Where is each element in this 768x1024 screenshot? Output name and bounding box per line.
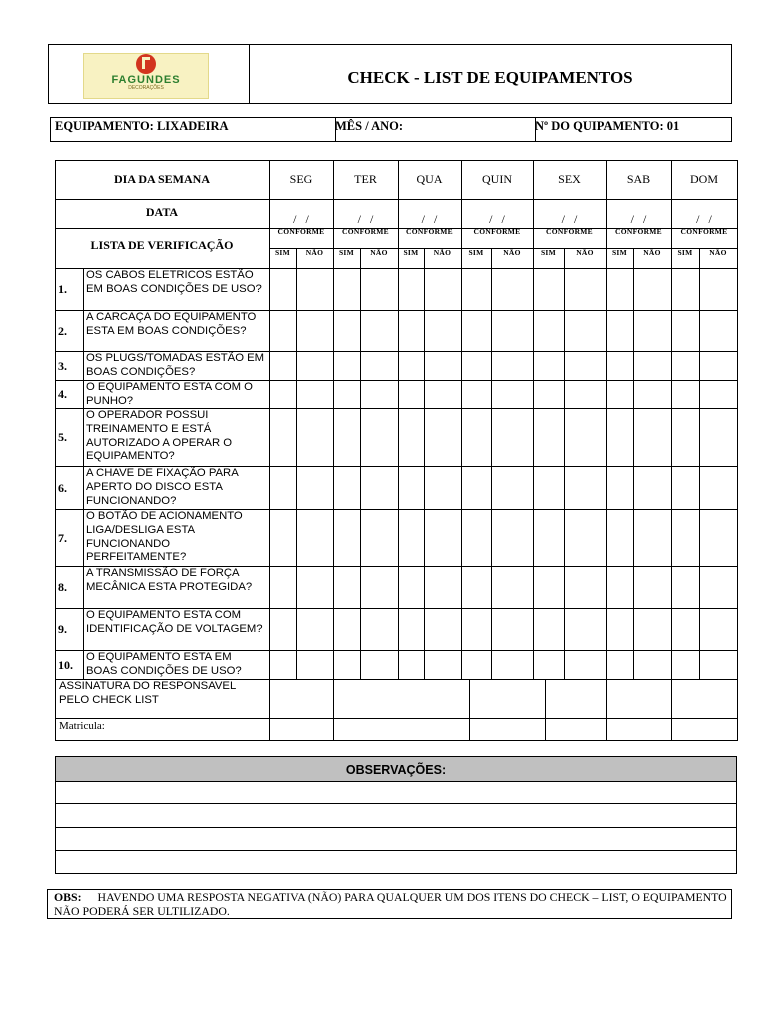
sim-checkbox-cell[interactable] — [399, 381, 424, 408]
page-title: CHECK - LIST DE EQUIPAMENTOS — [347, 68, 633, 87]
day-header-quin: QUIN — [482, 172, 512, 186]
sim-checkbox-cell[interactable] — [672, 651, 699, 679]
nao-checkbox-cell[interactable] — [565, 352, 606, 380]
grid-line — [55, 160, 738, 161]
sim-checkbox-cell[interactable] — [270, 352, 296, 380]
nao-label: NÃO — [503, 248, 521, 257]
nao-checkbox-cell[interactable] — [634, 651, 671, 679]
nao-checkbox-cell[interactable] — [361, 609, 398, 650]
item-number: 9. — [58, 622, 67, 636]
weekday-header-label: DIA DA SEMANA — [113, 172, 210, 186]
nao-checkbox-cell[interactable] — [425, 567, 461, 608]
nao-checkbox-cell[interactable] — [634, 609, 671, 650]
sim-checkbox-cell[interactable] — [270, 381, 296, 408]
observations-title: OBSERVAÇÕES: — [56, 757, 736, 782]
sim-checkbox-cell[interactable] — [534, 311, 564, 351]
nao-checkbox-cell[interactable] — [492, 609, 533, 650]
nao-checkbox-cell[interactable] — [492, 467, 533, 509]
sim-checkbox-cell[interactable] — [270, 409, 296, 466]
conforme-label: CONFORME — [546, 227, 593, 236]
nao-label: NÃO — [576, 248, 594, 257]
nao-checkbox-cell[interactable] — [297, 352, 333, 380]
nao-checkbox-cell[interactable] — [700, 510, 737, 566]
nao-checkbox-cell[interactable] — [361, 567, 398, 608]
sim-checkbox-cell[interactable] — [334, 567, 360, 608]
sim-checkbox-cell[interactable] — [534, 269, 564, 310]
nao-checkbox-cell[interactable] — [425, 651, 461, 679]
nao-checkbox-cell[interactable] — [425, 352, 461, 380]
sim-checkbox-cell[interactable] — [607, 381, 633, 408]
item-question: O BOTÃO DE ACIONAMENTO LIGA/DESLIGA ESTA FUNCIONANDO PERFEITAMENTE? — [86, 510, 243, 564]
nao-checkbox-cell[interactable] — [565, 651, 606, 679]
nao-checkbox-cell[interactable] — [565, 567, 606, 608]
nao-checkbox-cell[interactable] — [565, 311, 606, 351]
sim-checkbox-cell[interactable] — [534, 467, 564, 509]
nao-checkbox-cell[interactable] — [425, 269, 461, 310]
nao-checkbox-cell[interactable] — [492, 651, 533, 679]
item-number: 6. — [58, 481, 67, 495]
sim-checkbox-cell[interactable] — [534, 651, 564, 679]
sim-checkbox-cell[interactable] — [534, 352, 564, 380]
nao-checkbox-cell[interactable] — [634, 567, 671, 608]
sim-checkbox-cell[interactable] — [672, 409, 699, 466]
item-number: 5. — [58, 430, 67, 444]
sim-checkbox-cell[interactable] — [462, 409, 491, 466]
sim-checkbox-cell[interactable] — [334, 381, 360, 408]
item-question: A CHAVE DE FIXAÇÃO PARA APERTO DO DISCO ESTA FUNCIONANDO? — [86, 467, 239, 507]
nao-checkbox-cell[interactable] — [361, 510, 398, 566]
sim-checkbox-cell[interactable] — [399, 311, 424, 351]
day-header-ter: TER — [354, 172, 377, 186]
sim-checkbox-cell[interactable] — [607, 510, 633, 566]
nao-checkbox-cell[interactable] — [634, 352, 671, 380]
nao-checkbox-cell[interactable] — [700, 269, 737, 310]
nao-label: NÃO — [643, 248, 661, 257]
sim-checkbox-cell[interactable] — [672, 510, 699, 566]
nao-checkbox-cell[interactable] — [634, 311, 671, 351]
sim-checkbox-cell[interactable] — [607, 651, 633, 679]
checklist-table — [55, 160, 737, 740]
item-number: 3. — [58, 359, 67, 373]
sim-checkbox-cell[interactable] — [334, 467, 360, 509]
sim-checkbox-cell[interactable] — [462, 352, 491, 380]
sim-checkbox-cell[interactable] — [462, 651, 491, 679]
sim-checkbox-cell[interactable] — [534, 510, 564, 566]
nao-checkbox-cell[interactable] — [425, 467, 461, 509]
day-header-seg: SEG — [289, 172, 313, 186]
nao-checkbox-cell[interactable] — [297, 311, 333, 351]
sim-checkbox-cell[interactable] — [399, 352, 424, 380]
nao-checkbox-cell[interactable] — [425, 381, 461, 408]
sim-checkbox-cell[interactable] — [462, 311, 491, 351]
sim-label: SIM — [403, 248, 419, 257]
nao-checkbox-cell[interactable] — [565, 467, 606, 509]
nao-checkbox-cell[interactable] — [565, 269, 606, 310]
observation-line — [56, 827, 736, 828]
logo-cell — [49, 45, 250, 103]
sim-checkbox-cell[interactable] — [534, 609, 564, 650]
sim-checkbox-cell[interactable] — [334, 269, 360, 310]
sim-checkbox-cell[interactable] — [270, 467, 296, 509]
item-question: O EQUIPAMENTO ESTA EM BOAS CONDIÇÕES DE USO? — [86, 651, 242, 677]
item-number: 1. — [58, 282, 67, 296]
sim-checkbox-cell[interactable] — [334, 352, 360, 380]
grid-line — [333, 679, 334, 741]
sim-checkbox-cell[interactable] — [534, 409, 564, 466]
nao-label: NÃO — [709, 248, 727, 257]
signature-label: ASSINATURA DO RESPONSAVEL PELO CHECK LIST — [59, 680, 236, 706]
item-question: OS PLUGS/TOMADAS ESTÃO EM BOAS CONDIÇÕES? — [86, 352, 265, 378]
item-question: A TRANSMISSÃO DE FORÇA MECÂNICA ESTA PROTEGIDA? — [86, 567, 253, 593]
conforme-label: CONFORME — [473, 227, 521, 236]
day-header-qua: QUA — [416, 172, 443, 186]
logo-mark-icon — [136, 54, 156, 74]
day-header-sex: SEX — [558, 172, 581, 186]
item-number: 7. — [58, 531, 67, 545]
sim-checkbox-cell[interactable] — [462, 510, 491, 566]
sim-checkbox-cell[interactable] — [534, 567, 564, 608]
date-input[interactable]: / / — [630, 212, 647, 226]
observation-line — [56, 850, 736, 851]
sim-checkbox-cell[interactable] — [607, 269, 633, 310]
matricula-label: Matricula: — [59, 720, 105, 732]
grid-line — [671, 679, 672, 741]
sim-checkbox-cell[interactable] — [462, 269, 491, 310]
sim-label: SIM — [540, 248, 557, 257]
grid-line — [55, 199, 738, 200]
item-number: 10. — [58, 658, 73, 672]
nao-checkbox-cell[interactable] — [425, 510, 461, 566]
nao-checkbox-cell[interactable] — [634, 409, 671, 466]
sim-checkbox-cell[interactable] — [270, 567, 296, 608]
sim-checkbox-cell[interactable] — [672, 567, 699, 608]
document-header — [48, 44, 732, 104]
sim-checkbox-cell[interactable] — [270, 651, 296, 679]
grid-line — [269, 679, 270, 741]
month-year-field[interactable]: MÊS / ANO: — [331, 118, 536, 141]
checklist-label: LISTA DE VERIFICAÇÃO — [90, 238, 234, 252]
sim-checkbox-cell[interactable] — [270, 510, 296, 566]
nao-checkbox-cell[interactable] — [361, 467, 398, 509]
nao-checkbox-cell[interactable] — [492, 381, 533, 408]
sim-checkbox-cell[interactable] — [672, 311, 699, 351]
nao-checkbox-cell[interactable] — [425, 311, 461, 351]
sim-label: SIM — [468, 248, 484, 257]
item-question: OS CABOS ELETRICOS ESTÃO EM BOAS CONDIÇÕES DE USO? — [86, 269, 262, 295]
sim-checkbox-cell[interactable] — [399, 269, 424, 310]
day-header-dom: DOM — [689, 172, 718, 186]
equipment-name-field[interactable]: EQUIPAMENTO: LIXADEIRA — [51, 118, 336, 141]
observation-line — [56, 803, 736, 804]
sim-checkbox-cell[interactable] — [399, 567, 424, 608]
nao-checkbox-cell[interactable] — [565, 609, 606, 650]
sim-checkbox-cell[interactable] — [399, 510, 424, 566]
date-input[interactable]: / / — [696, 212, 712, 226]
day-header-sab: SAB — [626, 172, 651, 186]
nao-checkbox-cell[interactable] — [297, 510, 333, 566]
item-question: A CARCAÇA DO EQUIPAMENTO ESTA EM BOAS CONDIÇÕES? — [86, 311, 257, 337]
date-input[interactable]: / / — [357, 212, 374, 226]
nao-checkbox-cell[interactable] — [634, 381, 671, 408]
item-number: 4. — [58, 387, 67, 401]
nao-checkbox-cell[interactable] — [492, 567, 533, 608]
sim-checkbox-cell[interactable] — [334, 609, 360, 650]
grid-line — [606, 679, 607, 741]
conforme-label: CONFORME — [277, 227, 325, 236]
nao-checkbox-cell[interactable] — [297, 409, 333, 466]
nao-checkbox-cell[interactable] — [425, 609, 461, 650]
nao-checkbox-cell[interactable] — [492, 269, 533, 310]
nao-checkbox-cell[interactable] — [361, 651, 398, 679]
obs-note-text: HAVENDO UMA RESPOSTA NEGATIVA (NÃO) PARA QUALQUER UM DOS ITENS DO CHECK – LIST, O EQUIPAMENTO NÃO PODERÁ SER ULTILIZADO. — [54, 890, 727, 918]
nao-checkbox-cell[interactable] — [492, 510, 533, 566]
item-question: O EQUIPAMENTO ESTA COM IDENTIFICAÇÃO DE VOLTAGEM? — [86, 609, 263, 635]
sim-checkbox-cell[interactable] — [672, 609, 699, 650]
sim-checkbox-cell[interactable] — [607, 467, 633, 509]
obs-note-label: OBS: — [54, 890, 82, 904]
date-input[interactable]: / / — [489, 212, 505, 226]
nao-checkbox-cell[interactable] — [297, 381, 333, 408]
logo-name: FAGUNDES — [111, 74, 181, 86]
date-input[interactable]: / / — [561, 212, 578, 226]
sim-checkbox-cell[interactable] — [462, 467, 491, 509]
sim-checkbox-cell[interactable] — [534, 381, 564, 408]
sim-checkbox-cell[interactable] — [462, 609, 491, 650]
sim-label: SIM — [274, 248, 291, 257]
date-input[interactable]: / / — [421, 212, 438, 226]
sim-checkbox-cell[interactable] — [607, 409, 633, 466]
nao-label: NÃO — [433, 248, 452, 257]
nao-checkbox-cell[interactable] — [700, 609, 737, 650]
equipment-number-field[interactable]: Nº DO QUIPAMENTO: 01 — [535, 119, 680, 133]
nao-checkbox-cell[interactable] — [700, 381, 737, 408]
grid-line — [55, 718, 738, 719]
nao-checkbox-cell[interactable] — [297, 467, 333, 509]
nao-checkbox-cell[interactable] — [297, 609, 333, 650]
sim-label: SIM — [677, 248, 693, 257]
item-number: 8. — [58, 580, 67, 594]
nao-checkbox-cell[interactable] — [361, 409, 398, 466]
nao-checkbox-cell[interactable] — [361, 381, 398, 408]
nao-checkbox-cell[interactable] — [492, 352, 533, 380]
obs-note — [47, 889, 732, 919]
sim-checkbox-cell[interactable] — [607, 609, 633, 650]
nao-checkbox-cell[interactable] — [361, 352, 398, 380]
sim-label: SIM — [338, 248, 355, 257]
sim-checkbox-cell[interactable] — [399, 651, 424, 679]
nao-checkbox-cell[interactable] — [700, 311, 737, 351]
nao-checkbox-cell[interactable] — [700, 409, 737, 466]
sim-checkbox-cell[interactable] — [334, 409, 360, 466]
sim-checkbox-cell[interactable] — [672, 269, 699, 310]
sim-checkbox-cell[interactable] — [399, 609, 424, 650]
nao-checkbox-cell[interactable] — [565, 381, 606, 408]
nao-checkbox-cell[interactable] — [634, 269, 671, 310]
sim-checkbox-cell[interactable] — [334, 651, 360, 679]
sim-checkbox-cell[interactable] — [462, 381, 491, 408]
nao-checkbox-cell[interactable] — [297, 269, 333, 310]
sim-checkbox-cell[interactable] — [270, 311, 296, 351]
sim-checkbox-cell[interactable] — [399, 409, 424, 466]
nao-checkbox-cell[interactable] — [565, 409, 606, 466]
nao-checkbox-cell[interactable] — [700, 651, 737, 679]
sim-checkbox-cell[interactable] — [334, 510, 360, 566]
nao-checkbox-cell[interactable] — [425, 409, 461, 466]
nao-checkbox-cell[interactable] — [297, 651, 333, 679]
nao-label: NÃO — [305, 248, 324, 257]
nao-checkbox-cell[interactable] — [492, 409, 533, 466]
nao-checkbox-cell[interactable] — [700, 352, 737, 380]
conforme-label: CONFORME — [342, 227, 389, 236]
nao-checkbox-cell[interactable] — [361, 269, 398, 310]
grid-line — [83, 268, 84, 680]
sim-checkbox-cell[interactable] — [607, 352, 633, 380]
sim-checkbox-cell[interactable] — [334, 311, 360, 351]
nao-checkbox-cell[interactable] — [634, 467, 671, 509]
sim-checkbox-cell[interactable] — [462, 567, 491, 608]
conforme-label: CONFORME — [680, 227, 728, 236]
sim-checkbox-cell[interactable] — [672, 467, 699, 509]
sim-checkbox-cell[interactable] — [270, 609, 296, 650]
date-input[interactable]: / / — [293, 212, 309, 226]
nao-checkbox-cell[interactable] — [634, 510, 671, 566]
item-question: O EQUIPAMENTO ESTA COM O PUNHO? — [86, 381, 253, 407]
conforme-label: CONFORME — [615, 227, 662, 236]
nao-label: NÃO — [370, 248, 388, 257]
sim-label: SIM — [611, 248, 628, 257]
sim-checkbox-cell[interactable] — [399, 467, 424, 509]
sim-checkbox-cell[interactable] — [607, 311, 633, 351]
grid-line — [545, 679, 546, 741]
grid-line — [469, 679, 470, 741]
sim-checkbox-cell[interactable] — [270, 269, 296, 310]
sim-checkbox-cell[interactable] — [607, 567, 633, 608]
item-number: 2. — [58, 324, 67, 338]
conforme-label: CONFORME — [406, 227, 453, 236]
date-row-label: DATA — [145, 205, 179, 219]
item-question: O OPERADOR POSSUI TREINAMENTO E ESTÁ AUTORIZADO A OPERAR O EQUIPAMENTO? — [86, 409, 233, 463]
nao-checkbox-cell[interactable] — [700, 467, 737, 509]
sim-checkbox-cell[interactable] — [672, 352, 699, 380]
grid-line — [55, 740, 738, 741]
equipment-info-row — [50, 117, 732, 142]
nao-checkbox-cell[interactable] — [297, 567, 333, 608]
observations-section — [55, 756, 737, 874]
nao-checkbox-cell[interactable] — [361, 311, 398, 351]
company-logo — [83, 53, 209, 99]
nao-checkbox-cell[interactable] — [700, 567, 737, 608]
logo-tagline: DECORAÇÕES — [128, 85, 164, 91]
nao-checkbox-cell[interactable] — [492, 311, 533, 351]
sim-checkbox-cell[interactable] — [672, 381, 699, 408]
nao-checkbox-cell[interactable] — [565, 510, 606, 566]
